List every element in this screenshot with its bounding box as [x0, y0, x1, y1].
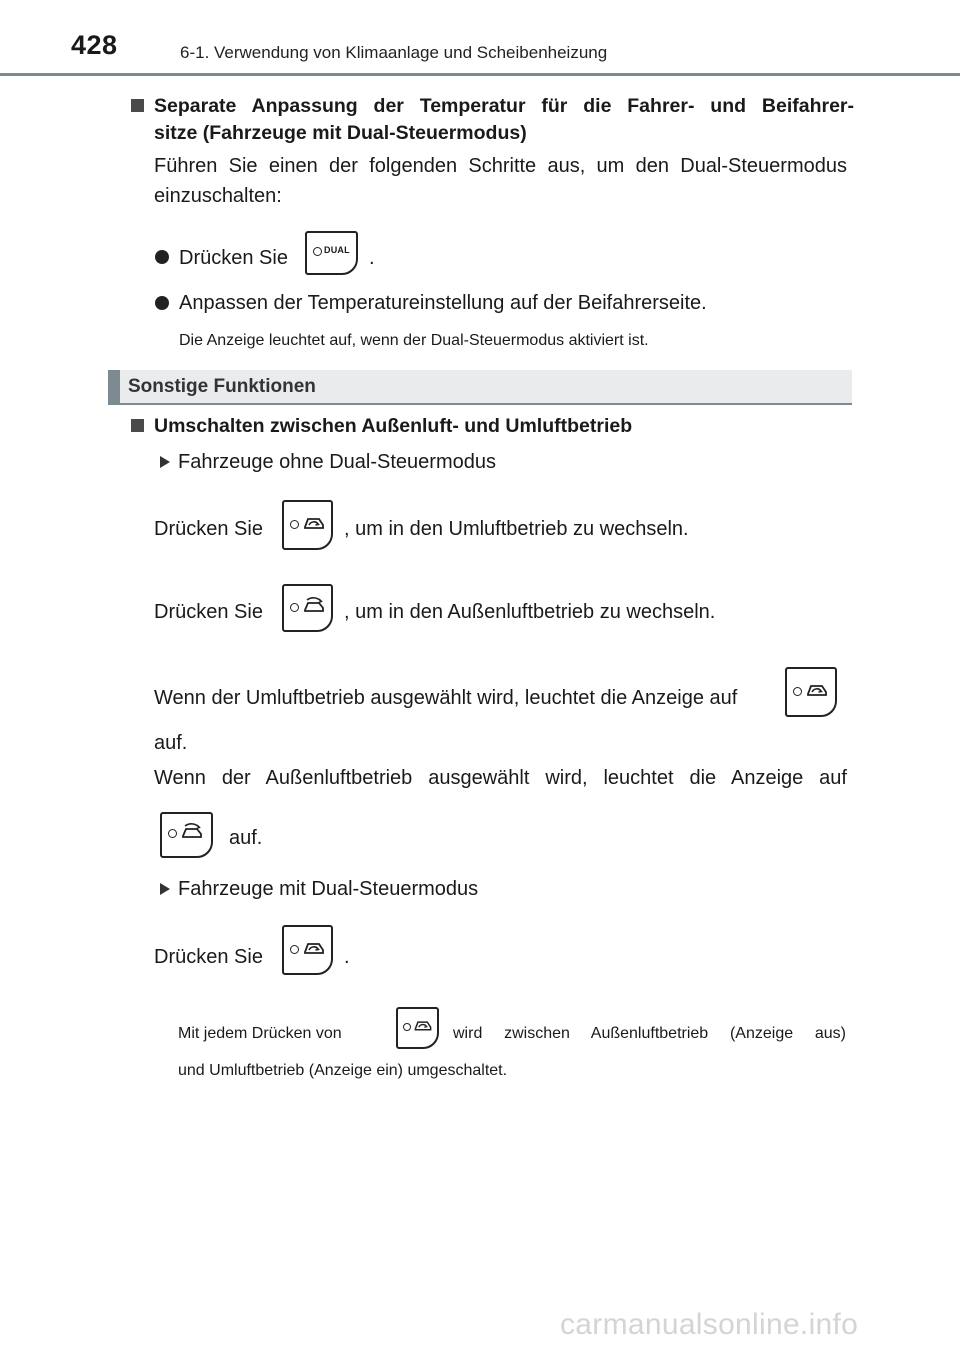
- car-outside-air-icon: [179, 822, 205, 842]
- square-bullet-icon: [131, 419, 144, 432]
- indicator-led-icon: [313, 247, 322, 256]
- section-heading: Umschalten zwischen Außenluft- und Umluftbetrieb: [154, 415, 633, 437]
- section-title: Sonstige Funktionen: [128, 376, 316, 397]
- instruction-text-end: auf.: [229, 827, 263, 849]
- paragraph-line2: einzuschalten:: [154, 185, 282, 207]
- section-divider: [108, 403, 852, 405]
- header-divider: [0, 73, 960, 76]
- instruction-text-end: .: [344, 946, 350, 968]
- subheading: Fahrzeuge ohne Dual-Steuermodus: [178, 451, 496, 473]
- page-number: 428: [71, 30, 118, 60]
- dual-button-icon: [305, 231, 358, 275]
- indicator-led-icon: [403, 1023, 411, 1031]
- section-bar-accent: [108, 370, 120, 405]
- instruction-text-end: auf.: [154, 732, 188, 754]
- chapter-title: 6-1. Verwendung von Klimaanlage und Scheibenheizung: [180, 43, 608, 62]
- instruction-text: Drücken Sie: [154, 946, 263, 968]
- instruction-text-end: , um in den Außenluftbetrieb zu wechseln.: [344, 601, 716, 623]
- air-recirculation-button-icon: [396, 1007, 439, 1049]
- outside-air-button-icon: [160, 812, 213, 858]
- outside-air-button-icon: [282, 584, 333, 632]
- dual-button-label: DUAL: [324, 245, 350, 255]
- note-text: Die Anzeige leuchtet auf, wenn der Dual-Steuermodus aktiviert ist.: [179, 332, 649, 349]
- car-recirculation-icon: [301, 938, 327, 958]
- indicator-led-icon: [793, 687, 802, 696]
- bullet-text: Anpassen der Temperatureinstellung auf der Beifahrerseite.: [179, 292, 707, 314]
- car-recirculation-icon: [412, 1017, 434, 1034]
- car-recirculation-icon: [804, 680, 830, 700]
- instruction-text: Drücken Sie: [154, 518, 263, 540]
- air-recirculation-button-icon: [785, 667, 837, 717]
- watermark: carmanualsonline.info: [560, 1308, 859, 1341]
- square-bullet-icon: [131, 99, 144, 112]
- triangle-bullet-icon: [160, 456, 170, 468]
- car-recirculation-icon: [301, 513, 327, 533]
- indicator-led-icon: [290, 945, 299, 954]
- bullet-text-end: .: [369, 247, 375, 269]
- note-text-end: wird zwischen Außenluftbetrieb (Anzeige aus): [453, 1025, 846, 1042]
- section-heading-line1: Separate Anpassung der Temperatur für die Fahrer- und Beifahrer-: [154, 95, 854, 117]
- triangle-bullet-icon: [160, 883, 170, 895]
- subheading: Fahrzeuge mit Dual-Steuermodus: [178, 878, 479, 900]
- indicator-led-icon: [168, 829, 177, 838]
- indicator-led-icon: [290, 603, 299, 612]
- round-bullet-icon: [155, 250, 169, 264]
- note-text-line2: und Umluftbetrieb (Anzeige ein) umgeschaltet.: [178, 1062, 508, 1079]
- note-text: Mit jedem Drücken von: [178, 1025, 342, 1042]
- instruction-text-end: , um in den Umluftbetrieb zu wechseln.: [344, 518, 689, 540]
- round-bullet-icon: [155, 296, 169, 310]
- paragraph-line1: Führen Sie einen der folgenden Schritte aus, um den Dual-Steuermodus: [154, 155, 847, 177]
- instruction-text: Wenn der Umluftbetrieb ausgewählt wird, leuchtet die Anzeige auf: [154, 687, 738, 709]
- instruction-text: Wenn der Außenluftbetrieb ausgewählt wird, leuchtet die Anzeige auf: [154, 767, 847, 789]
- car-outside-air-icon: [301, 596, 327, 616]
- section-heading-line2: sitze (Fahrzeuge mit Dual-Steuermodus): [154, 122, 527, 144]
- bullet-text: Drücken Sie: [179, 247, 288, 269]
- air-recirculation-button-icon: [282, 500, 333, 550]
- air-recirculation-button-icon: [282, 925, 333, 975]
- section-title-bar: [108, 370, 852, 405]
- indicator-led-icon: [290, 520, 299, 529]
- instruction-text: Drücken Sie: [154, 601, 263, 623]
